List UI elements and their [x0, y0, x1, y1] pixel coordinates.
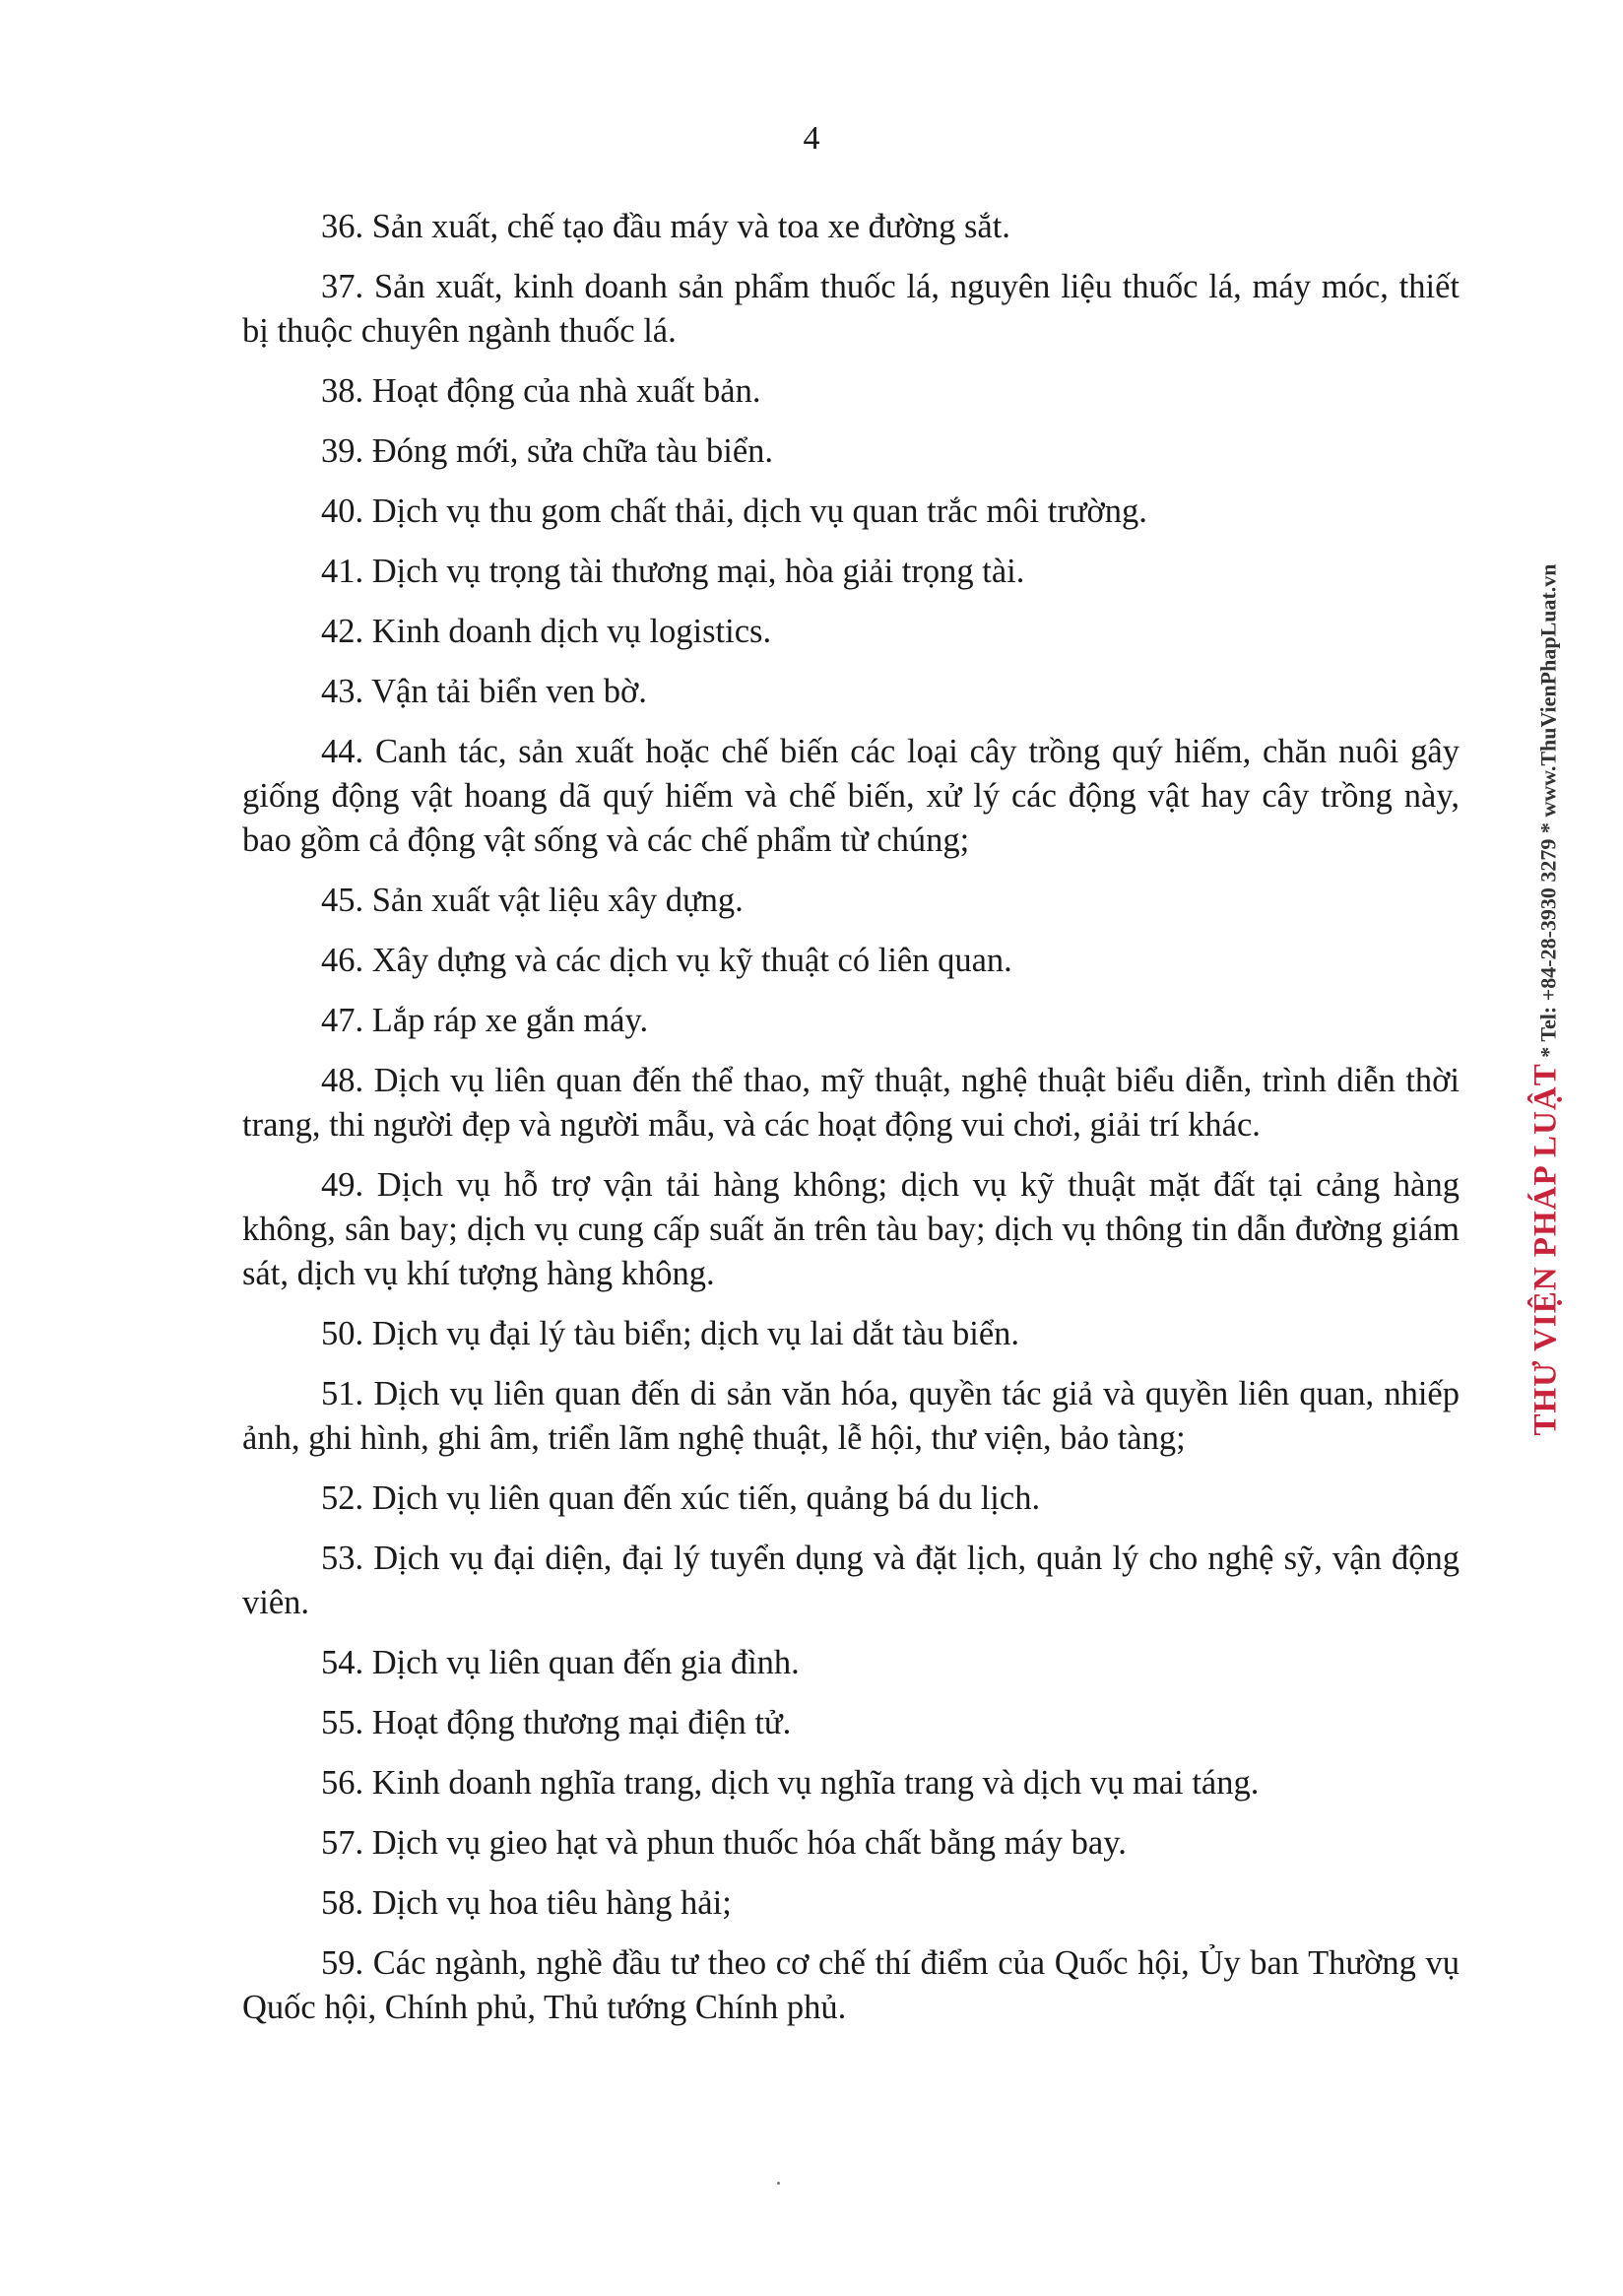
list-item: 38. Hoạt động của nhà xuất bản. [321, 372, 761, 410]
document-body [242, 205, 1460, 2046]
list-item: 55. Hoạt động thương mại điện tử. [321, 1704, 792, 1741]
list-item: 59. Các ngành, nghề đầu tư theo cơ chế thí điểm của Quốc hội, Ủy ban Thường vụ Quốc hội, Chính phủ, Thủ tướng Chính phủ. [242, 1944, 1460, 2026]
list-item: 52. Dịch vụ liên quan đến xúc tiến, quảng bá du lịch. [321, 1479, 1041, 1517]
list-item: 53. Dịch vụ đại diện, đại lý tuyển dụng và đặt lịch, quản lý cho nghệ sỹ, vận động viên. [242, 1540, 1460, 1621]
list-item: 49. Dịch vụ hỗ trợ vận tải hàng không; dịch vụ kỹ thuật mặt đất tại cảng hàng không, sân bay; dịch vụ cung cấp suất ăn trên tàu bay; dịch vụ thông tin dẫn đường giám sát, dịch vụ khí tượng hàng không. [242, 1166, 1460, 1292]
watermark-contact: * Tel: +84-28-3930 3279 * www.ThuVienPhapLuat.vn [1535, 563, 1561, 1064]
list-item: 54. Dịch vụ liên quan đến gia đình. [321, 1644, 800, 1681]
list-item: 43. Vận tải biển ven bờ. [321, 673, 647, 710]
list-item: 47. Lắp ráp xe gắn máy. [321, 1002, 649, 1039]
list-item: 56. Kinh doanh nghĩa trang, dịch vụ nghĩa trang và dịch vụ mai táng. [321, 1764, 1260, 1802]
list-item: 48. Dịch vụ liên quan đến thể thao, mỹ thuật, nghệ thuật biểu diễn, trình diễn thời trang, thi người đẹp và người mẫu, và các hoạt động vui chơi, giải trí khác. [242, 1062, 1460, 1144]
scan-speck [777, 2182, 780, 2185]
list-item: 44. Canh tác, sản xuất hoặc chế biến các loại cây trồng quý hiếm, chăn nuôi gây giống động vật hoang dã quý hiếm và chế biến, xử lý các động vật hay cây trồng này, bao gồm cả động vật sống và các chế phẩm từ chúng; [242, 733, 1460, 859]
list-item: 39. Đóng mới, sửa chữa tàu biển. [321, 432, 774, 470]
watermark [1512, 522, 1581, 1477]
list-item: 58. Dịch vụ hoa tiêu hàng hải; [321, 1884, 732, 1922]
list-item: 40. Dịch vụ thu gom chất thải, dịch vụ quan trắc môi trường. [321, 492, 1147, 530]
list-item: 37. Sản xuất, kinh doanh sản phẩm thuốc lá, nguyên liệu thuốc lá, máy móc, thiết bị thuộc chuyên ngành thuốc lá. [242, 268, 1460, 350]
list-item: 42. Kinh doanh dịch vụ logistics. [321, 613, 772, 650]
page-number: 4 [803, 120, 820, 157]
list-item: 36. Sản xuất, chế tạo đầu máy và toa xe đường sắt. [321, 208, 1010, 245]
list-item: 57. Dịch vụ gieo hạt và phun thuốc hóa chất bằng máy bay. [321, 1824, 1127, 1862]
list-item: 46. Xây dựng và các dịch vụ kỹ thuật có liên quan. [321, 942, 1012, 979]
list-item: 50. Dịch vụ đại lý tàu biển; dịch vụ lai dắt tàu biển. [321, 1315, 1020, 1352]
list-item: 45. Sản xuất vật liệu xây dựng. [321, 882, 744, 919]
watermark-brand: THƯ VIỆN PHÁP LUẬT [1527, 1063, 1564, 1436]
list-item: 51. Dịch vụ liên quan đến di sản văn hóa, quyền tác giả và quyền liên quan, nhiếp ảnh, ghi hình, ghi âm, triển lãm nghệ thuật, lễ hội, thư viện, bảo tàng; [242, 1375, 1460, 1457]
list-item: 41. Dịch vụ trọng tài thương mại, hòa giải trọng tài. [321, 553, 1025, 590]
watermark-text [1528, 563, 1565, 1435]
